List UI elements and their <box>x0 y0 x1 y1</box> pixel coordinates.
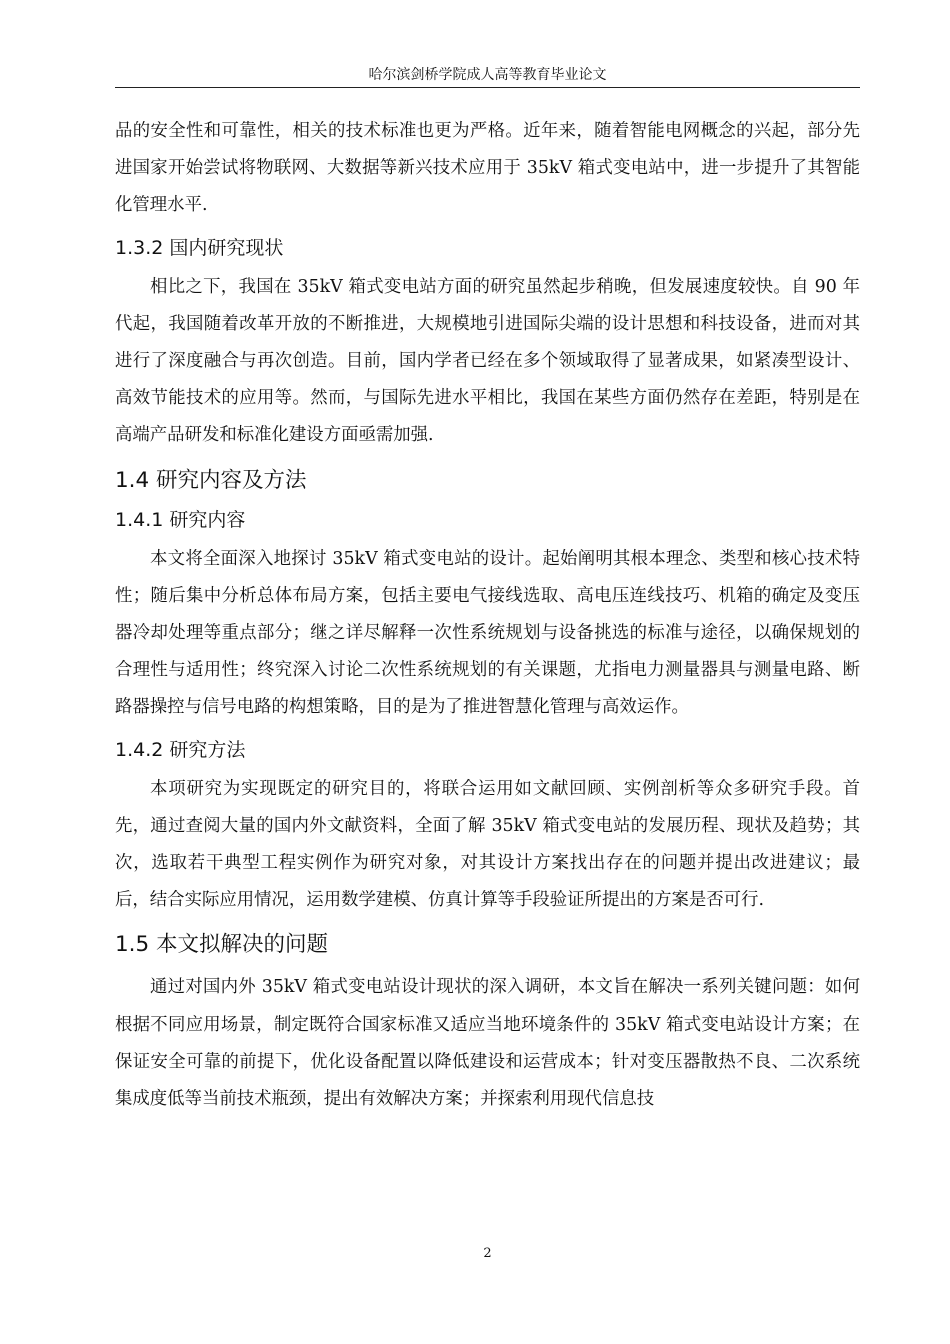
heading-1-5: 1.5 本文拟解决的问题 <box>115 932 329 958</box>
paragraph-problems: 通过对国内外 35kV 箱式变电站设计现状的深入调研，本文旨在解决一系列关键问题：如何根据不同应用场景，制定既符合国家标准又适应当地环境条件的 35kV 箱式变电站设计方案；在保证安全可靠的前提下，优化设备配置以降低建设和运营成本；针对变压器散热不良、二次系统集成度低等当前技术瓶颈，提出有效解决方案；并探索利用现代信息技 <box>115 977 860 1110</box>
paragraph-domestic-research: 相比之下，我国在 35kV 箱式变电站方面的研究虽然起步稍晚，但发展速度较快。自 90 年代起，我国随着改革开放的不断推进，大规模地引进国际尖端的设计思想和科技设备，进而对其进行了深度融合与再次创造。目前，国内学者已经在多个领域取得了显著成果，如紧凑型设计、高效节能技术的应用等。然而，与国际先进水平相比，我国在某些方面仍然存在差距，特别是在高端产品研发和标准化建设方面亟需加强. <box>115 276 860 446</box>
page-header: 哈尔滨剑桥学院成人高等教育毕业论文 <box>368 67 607 83</box>
heading-1-4-1: 1.4.1 研究内容 <box>115 508 246 531</box>
heading-1-4: 1.4 研究内容及方法 <box>115 467 307 493</box>
page-number: 2 <box>483 1246 492 1261</box>
heading-1-3-2: 1.3.2 国内研究现状 <box>115 236 284 259</box>
header-rule <box>115 87 860 88</box>
paragraph-continuation: 品的安全性和可靠性，相关的技术标准也更为严格。近年来，随着智能电网概念的兴起，部分先进国家开始尝试将物联网、大数据等新兴技术应用于 35kV 箱式变电站中，进一步提升了其智能化管理水平. <box>115 121 860 216</box>
paragraph-research-method: 本项研究为实现既定的研究目的，将联合运用如文献回顾、实例剖析等众多研究手段。首先，通过查阅大量的国内外文献资料，全面了解 35kV 箱式变电站的发展历程、现状及趋势；其次，选取若干典型工程实例作为研究对象，对其设计方案找出存在的问题并提出改进建议；最后，结合实际应用情况，运用数学建模、仿真计算等手段验证所提出的方案是否可行. <box>115 778 860 911</box>
paragraph-research-content: 本文将全面深入地探讨 35kV 箱式变电站的设计。起始阐明其根本理念、类型和核心技术特性；随后集中分析总体布局方案，包括主要电气接线选取、高电压连线技巧、机箱的确定及变压器冷却处理等重点部分；继之详尽解释一次性系统规划与设备挑选的标准与途径，以确保规划的合理性与适用性；终究深入讨论二次性系统规划的有关课题，尤指电力测量器具与测量电路、断路器操控与信号电路的构想策略，目的是为了推进智慧化管理与高效运作。 <box>115 548 860 718</box>
heading-1-4-2: 1.4.2 研究方法 <box>115 738 246 761</box>
document-body <box>115 113 860 1118</box>
